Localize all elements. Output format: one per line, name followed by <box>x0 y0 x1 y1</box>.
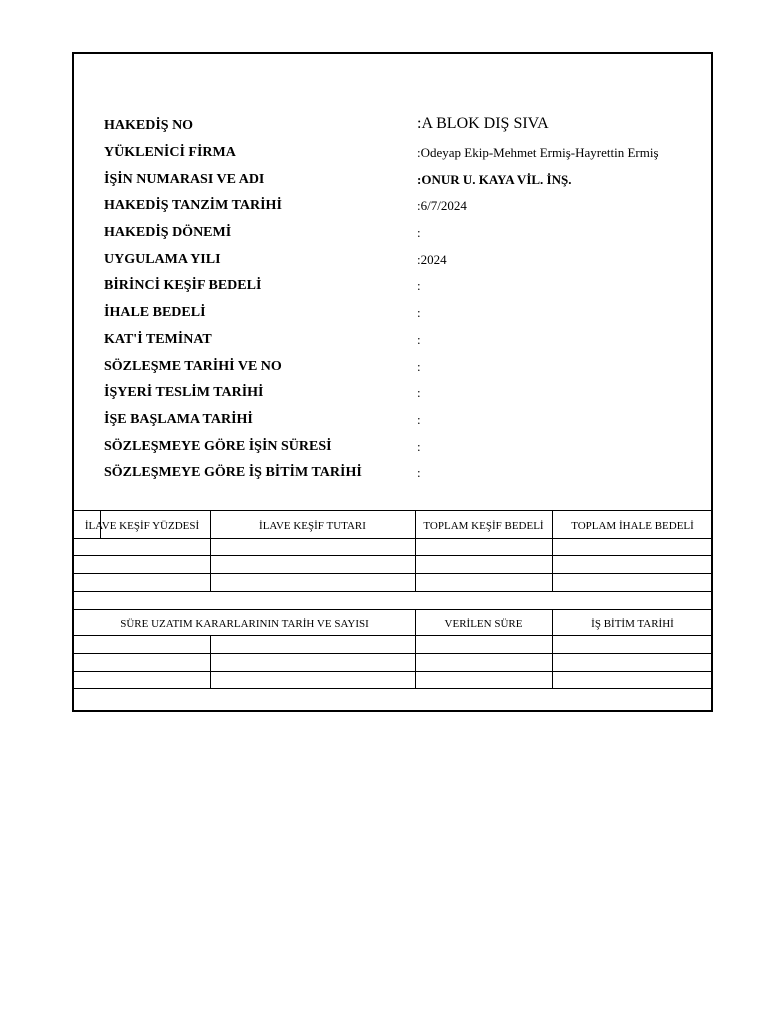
field-value: :6/7/2024 <box>417 198 467 213</box>
field-label: KAT'İ TEMİNAT <box>104 332 212 347</box>
field-value: :ONUR U. KAYA VİL. İNŞ. <box>417 172 572 187</box>
field-value: : <box>417 278 421 293</box>
field-label: UYGULAMA YILI <box>104 252 221 267</box>
field-label: İŞİN NUMARASI VE ADI <box>104 172 265 187</box>
field-birinci-kesif <box>104 278 704 304</box>
header-toplam-kesif-bedeli: TOPLAM KEŞİF BEDELİ <box>423 520 544 532</box>
field-value: : <box>417 305 421 320</box>
field-value: : <box>417 332 421 347</box>
table-rule <box>74 671 711 672</box>
field-label: İHALE BEDELİ <box>104 305 206 320</box>
field-label: BİRİNCİ KEŞİF BEDELİ <box>104 278 262 293</box>
field-label: HAKEDİŞ NO <box>104 118 194 133</box>
field-label: İŞE BAŞLAMA TARİHİ <box>104 412 253 427</box>
header-sure-uzatim-kararlari: SÜRE UZATIM KARARLARININ TARİH VE SAYISI <box>120 618 369 630</box>
hakedis-cover-sheet <box>72 52 713 712</box>
table-rule <box>74 591 711 592</box>
field-hakedis-donemi <box>104 225 704 251</box>
field-value: :Odeyap Ekip-Mehmet Ermiş-Hayrettin Ermiş <box>417 145 659 160</box>
field-isin-suresi <box>104 439 704 465</box>
field-uygulama-yili <box>104 252 704 278</box>
header-is-bitim-tarihi: İŞ BİTİM TARİHİ <box>591 618 674 630</box>
header-ilave-kesif-tutari: İLAVE KEŞİF TUTARI <box>259 520 366 532</box>
field-yuklenici-firma <box>104 145 704 171</box>
header-verilen-sure: VERİLEN SÜRE <box>444 618 523 630</box>
field-value: :A BLOK DIŞ SIVA <box>417 115 549 132</box>
field-label: YÜKLENİCİ FİRMA <box>104 145 236 160</box>
field-isin-numarasi <box>104 172 704 198</box>
field-label: İŞYERİ TESLİM TARİHİ <box>104 385 264 400</box>
field-value: : <box>417 465 421 480</box>
field-value: :2024 <box>417 252 447 267</box>
table-rule <box>210 635 211 688</box>
table-rule <box>74 653 711 654</box>
field-value: : <box>417 412 421 427</box>
field-value: : <box>417 359 421 374</box>
field-sozlesme-tarihi <box>104 359 704 385</box>
field-value: : <box>417 385 421 400</box>
field-label: HAKEDİŞ TANZİM TARİHİ <box>104 198 282 213</box>
field-ihale-bedeli <box>104 305 704 331</box>
table-rule <box>74 635 711 636</box>
field-label: SÖZLEŞMEYE GÖRE İŞİN SÜRESİ <box>104 439 332 454</box>
field-label: HAKEDİŞ DÖNEMİ <box>104 225 232 240</box>
header-ilave-kesif-yuzdesi: İLAVE KEŞİF YÜZDESİ <box>84 520 200 532</box>
field-is-bitim-tarihi <box>104 465 704 491</box>
field-isyeri-teslim <box>104 385 704 411</box>
field-value: : <box>417 439 421 454</box>
table-rule <box>74 555 711 556</box>
divider <box>74 609 711 610</box>
table-rule <box>74 573 711 574</box>
field-ise-baslama <box>104 412 704 438</box>
field-tanzim-tarihi <box>104 198 704 224</box>
field-value: : <box>417 225 421 240</box>
header-toplam-ihale-bedeli: TOPLAM İHALE BEDELİ <box>571 520 694 532</box>
field-label: SÖZLEŞMEYE GÖRE İŞ BİTİM TARİHİ <box>104 465 362 480</box>
divider <box>74 510 711 511</box>
field-label: SÖZLEŞME TARİHİ VE NO <box>104 359 282 374</box>
field-hakedis-no <box>104 115 704 144</box>
table-rule <box>74 688 711 689</box>
field-kati-teminat <box>104 332 704 358</box>
table-rule <box>74 538 711 539</box>
